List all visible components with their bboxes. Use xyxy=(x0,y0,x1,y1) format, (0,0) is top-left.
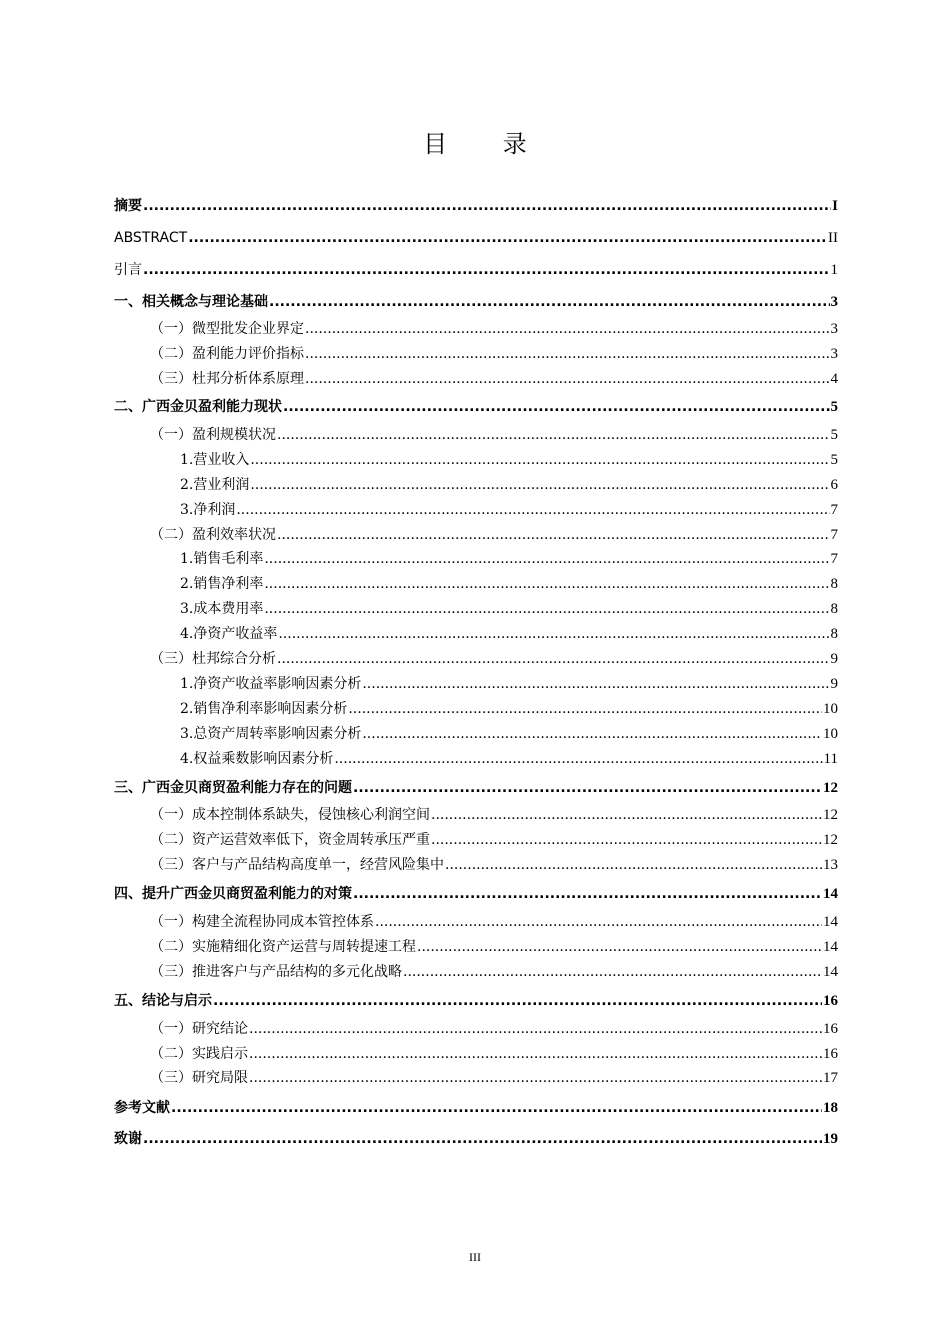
toc-entry-text: （三）客户与产品结构高度单一，经营风险集中 xyxy=(150,857,444,873)
toc-entry[interactable] xyxy=(114,962,838,982)
toc-entry-text: （一）构建全流程协同成本管控体系 xyxy=(150,914,374,930)
leader-dots xyxy=(431,805,822,825)
toc-entry-text: 三、广西金贝商贸盈利能力存在的问题 xyxy=(114,780,352,796)
toc-entry-page: 10 xyxy=(823,701,838,717)
leader-dots xyxy=(264,599,829,619)
toc-entry-text: 二、广西金贝盈利能力现状 xyxy=(114,399,282,415)
leader-dots xyxy=(264,574,829,594)
leader-dots xyxy=(250,475,829,495)
toc-entry-text: （二）实践启示 xyxy=(150,1046,248,1062)
toc-entry-text: 致谢 xyxy=(114,1131,142,1147)
toc-entry[interactable] xyxy=(114,749,838,769)
toc-entry-page: 5 xyxy=(830,427,838,443)
leader-dots xyxy=(403,962,822,982)
toc-entry-text: （二）盈利效率状况 xyxy=(150,527,276,543)
toc-entry[interactable] xyxy=(114,912,838,932)
toc-entry[interactable] xyxy=(114,649,838,669)
leader-dots xyxy=(362,674,829,694)
toc-entry[interactable] xyxy=(114,937,838,957)
toc-entry[interactable] xyxy=(114,884,838,904)
leader-dots xyxy=(236,500,829,520)
leader-dots xyxy=(362,724,822,744)
leader-dots xyxy=(143,196,831,216)
leader-dots xyxy=(353,778,822,798)
toc-entry-text: 引言 xyxy=(114,262,142,278)
toc-entry[interactable] xyxy=(114,369,838,389)
toc-entry-text: ABSTRACT xyxy=(114,230,188,246)
toc-entry[interactable] xyxy=(114,425,838,445)
toc-entry-text: 4.净资产收益率 xyxy=(180,626,278,642)
leader-dots xyxy=(171,1098,822,1118)
toc-entry-page: 9 xyxy=(830,651,838,667)
leader-dots xyxy=(250,450,829,470)
toc-entry[interactable] xyxy=(114,1044,838,1064)
page-number: III xyxy=(469,1250,481,1264)
toc-entry-page: 7 xyxy=(830,527,838,543)
leader-dots xyxy=(213,991,822,1011)
leader-dots xyxy=(305,344,830,364)
toc-entry-text: （二）盈利能力评价指标 xyxy=(150,346,304,362)
leader-dots xyxy=(305,369,830,389)
toc-entry-text: （一）成本控制体系缺失，侵蚀核心利润空间 xyxy=(150,807,430,823)
leader-dots xyxy=(334,749,822,769)
toc-entry-page: II xyxy=(828,230,838,246)
toc-entry[interactable] xyxy=(114,525,838,545)
toc-entry[interactable] xyxy=(114,574,838,594)
toc-entry[interactable] xyxy=(114,319,838,339)
toc-entry[interactable] xyxy=(114,549,838,569)
toc-entry-text: 2.营业利润 xyxy=(180,477,250,493)
toc-entry-page: 16 xyxy=(823,1046,838,1062)
toc-entry[interactable] xyxy=(114,724,838,744)
toc-entry[interactable] xyxy=(114,830,838,850)
toc-entry-page: 6 xyxy=(830,477,838,493)
leader-dots xyxy=(188,228,827,248)
toc-entry[interactable] xyxy=(114,1068,838,1088)
leader-dots xyxy=(277,525,830,545)
toc-entry[interactable] xyxy=(114,397,838,417)
toc-entry-text: （一）盈利规模状况 xyxy=(150,427,276,443)
toc-entry[interactable] xyxy=(114,260,838,280)
toc-entry-page: 5 xyxy=(830,399,838,415)
toc-entry[interactable] xyxy=(114,1129,838,1149)
toc-entry-page: 1 xyxy=(830,262,838,278)
toc-entry[interactable] xyxy=(114,805,838,825)
toc-entry-text: 3.净利润 xyxy=(180,502,236,518)
page-title: 目 录 xyxy=(423,130,551,158)
toc-entry-text: （一）微型批发企业界定 xyxy=(150,321,304,337)
toc-entry[interactable] xyxy=(114,1098,838,1118)
toc-entry[interactable] xyxy=(114,196,838,216)
toc-entry-page: 5 xyxy=(830,452,838,468)
toc-entry-text: （一）研究结论 xyxy=(150,1021,248,1037)
toc-entry[interactable] xyxy=(114,599,838,619)
toc-entry-text: 四、提升广西金贝商贸盈利能力的对策 xyxy=(114,886,352,902)
toc-entry-text: 参考文献 xyxy=(114,1100,170,1116)
toc-entry[interactable] xyxy=(114,475,838,495)
leader-dots xyxy=(143,1129,822,1149)
leader-dots xyxy=(143,260,830,280)
leader-dots xyxy=(348,699,822,719)
toc-entry-page: I xyxy=(832,198,838,214)
toc-entry-text: 五、结论与启示 xyxy=(114,993,212,1009)
toc-entry[interactable] xyxy=(114,450,838,470)
toc-entry-page: 14 xyxy=(823,886,838,902)
toc-entry-page: 12 xyxy=(823,780,838,796)
toc-entry-text: 3.总资产周转率影响因素分析 xyxy=(180,726,362,742)
toc-entry-text: 4.权益乘数影响因素分析 xyxy=(180,751,334,767)
toc-entry[interactable] xyxy=(114,500,838,520)
toc-entry[interactable] xyxy=(114,699,838,719)
toc-entry[interactable] xyxy=(114,292,838,312)
leader-dots xyxy=(417,937,822,957)
toc-entry-text: （三）研究局限 xyxy=(150,1070,248,1086)
toc-entry-page: 12 xyxy=(823,807,838,823)
leader-dots xyxy=(283,397,830,417)
toc-entry[interactable] xyxy=(114,991,838,1011)
leader-dots xyxy=(249,1019,822,1039)
toc-entry-page: 7 xyxy=(830,502,838,518)
toc-entry-text: 3.成本费用率 xyxy=(180,601,264,617)
toc-entry[interactable] xyxy=(114,228,838,248)
toc-entry-text: 2.销售净利率 xyxy=(180,576,264,592)
toc-entry-text: 1.销售毛利率 xyxy=(180,551,264,567)
toc-entry-page: 3 xyxy=(830,294,838,310)
toc-entry-text: 2.销售净利率影响因素分析 xyxy=(180,701,348,717)
toc-entry-page: 9 xyxy=(830,676,838,692)
toc-entry-page: 11 xyxy=(823,751,838,767)
toc-entry[interactable] xyxy=(114,674,838,694)
toc-entry-page: 8 xyxy=(830,626,838,642)
leader-dots xyxy=(277,649,830,669)
toc-entry-page: 14 xyxy=(823,914,838,930)
toc-entry-text: （三）推进客户与产品结构的多元化战略 xyxy=(150,964,402,980)
toc-entry-page: 16 xyxy=(823,1021,838,1037)
toc-entry-page: 7 xyxy=(830,551,838,567)
toc-entry-text: （三）杜邦分析体系原理 xyxy=(150,371,304,387)
toc-entry[interactable] xyxy=(114,1019,838,1039)
leader-dots xyxy=(431,830,822,850)
toc-entry-page: 14 xyxy=(823,939,838,955)
leader-dots xyxy=(249,1044,822,1064)
toc-entry-page: 19 xyxy=(823,1131,838,1147)
leader-dots xyxy=(269,292,830,312)
leader-dots xyxy=(353,884,822,904)
toc-entry-page: 12 xyxy=(823,832,838,848)
toc-entry[interactable] xyxy=(114,344,838,364)
leader-dots xyxy=(249,1068,822,1088)
toc-entry[interactable] xyxy=(114,855,838,875)
toc-entry-page: 13 xyxy=(823,857,838,873)
toc-entry-page: 14 xyxy=(823,964,838,980)
leader-dots xyxy=(277,425,830,445)
toc-entry-page: 3 xyxy=(830,346,838,362)
toc-entry[interactable] xyxy=(114,778,838,798)
toc-entry-page: 18 xyxy=(823,1100,838,1116)
leader-dots xyxy=(445,855,822,875)
toc-entry-text: 1.净资产收益率影响因素分析 xyxy=(180,676,362,692)
toc-entry-text: 摘要 xyxy=(114,198,142,214)
toc-entry-page: 8 xyxy=(830,576,838,592)
toc-entry-page: 16 xyxy=(823,993,838,1009)
toc-entry-text: （三）杜邦综合分析 xyxy=(150,651,276,667)
toc-entry-page: 8 xyxy=(830,601,838,617)
toc-entry-text: （二）资产运营效率低下，资金周转承压严重 xyxy=(150,832,430,848)
leader-dots xyxy=(375,912,822,932)
leader-dots xyxy=(278,624,829,644)
toc-entry-page: 17 xyxy=(823,1070,838,1086)
toc-entry-text: 一、相关概念与理论基础 xyxy=(114,294,268,310)
toc-entry[interactable] xyxy=(114,624,838,644)
toc-entry-page: 10 xyxy=(823,726,838,742)
toc-entry-text: （二）实施精细化资产运营与周转提速工程 xyxy=(150,939,416,955)
toc-entry-text: 1.营业收入 xyxy=(180,452,250,468)
toc-entry-page: 4 xyxy=(830,371,838,387)
leader-dots xyxy=(305,319,830,339)
leader-dots xyxy=(264,549,829,569)
toc-entry-page: 3 xyxy=(830,321,838,337)
